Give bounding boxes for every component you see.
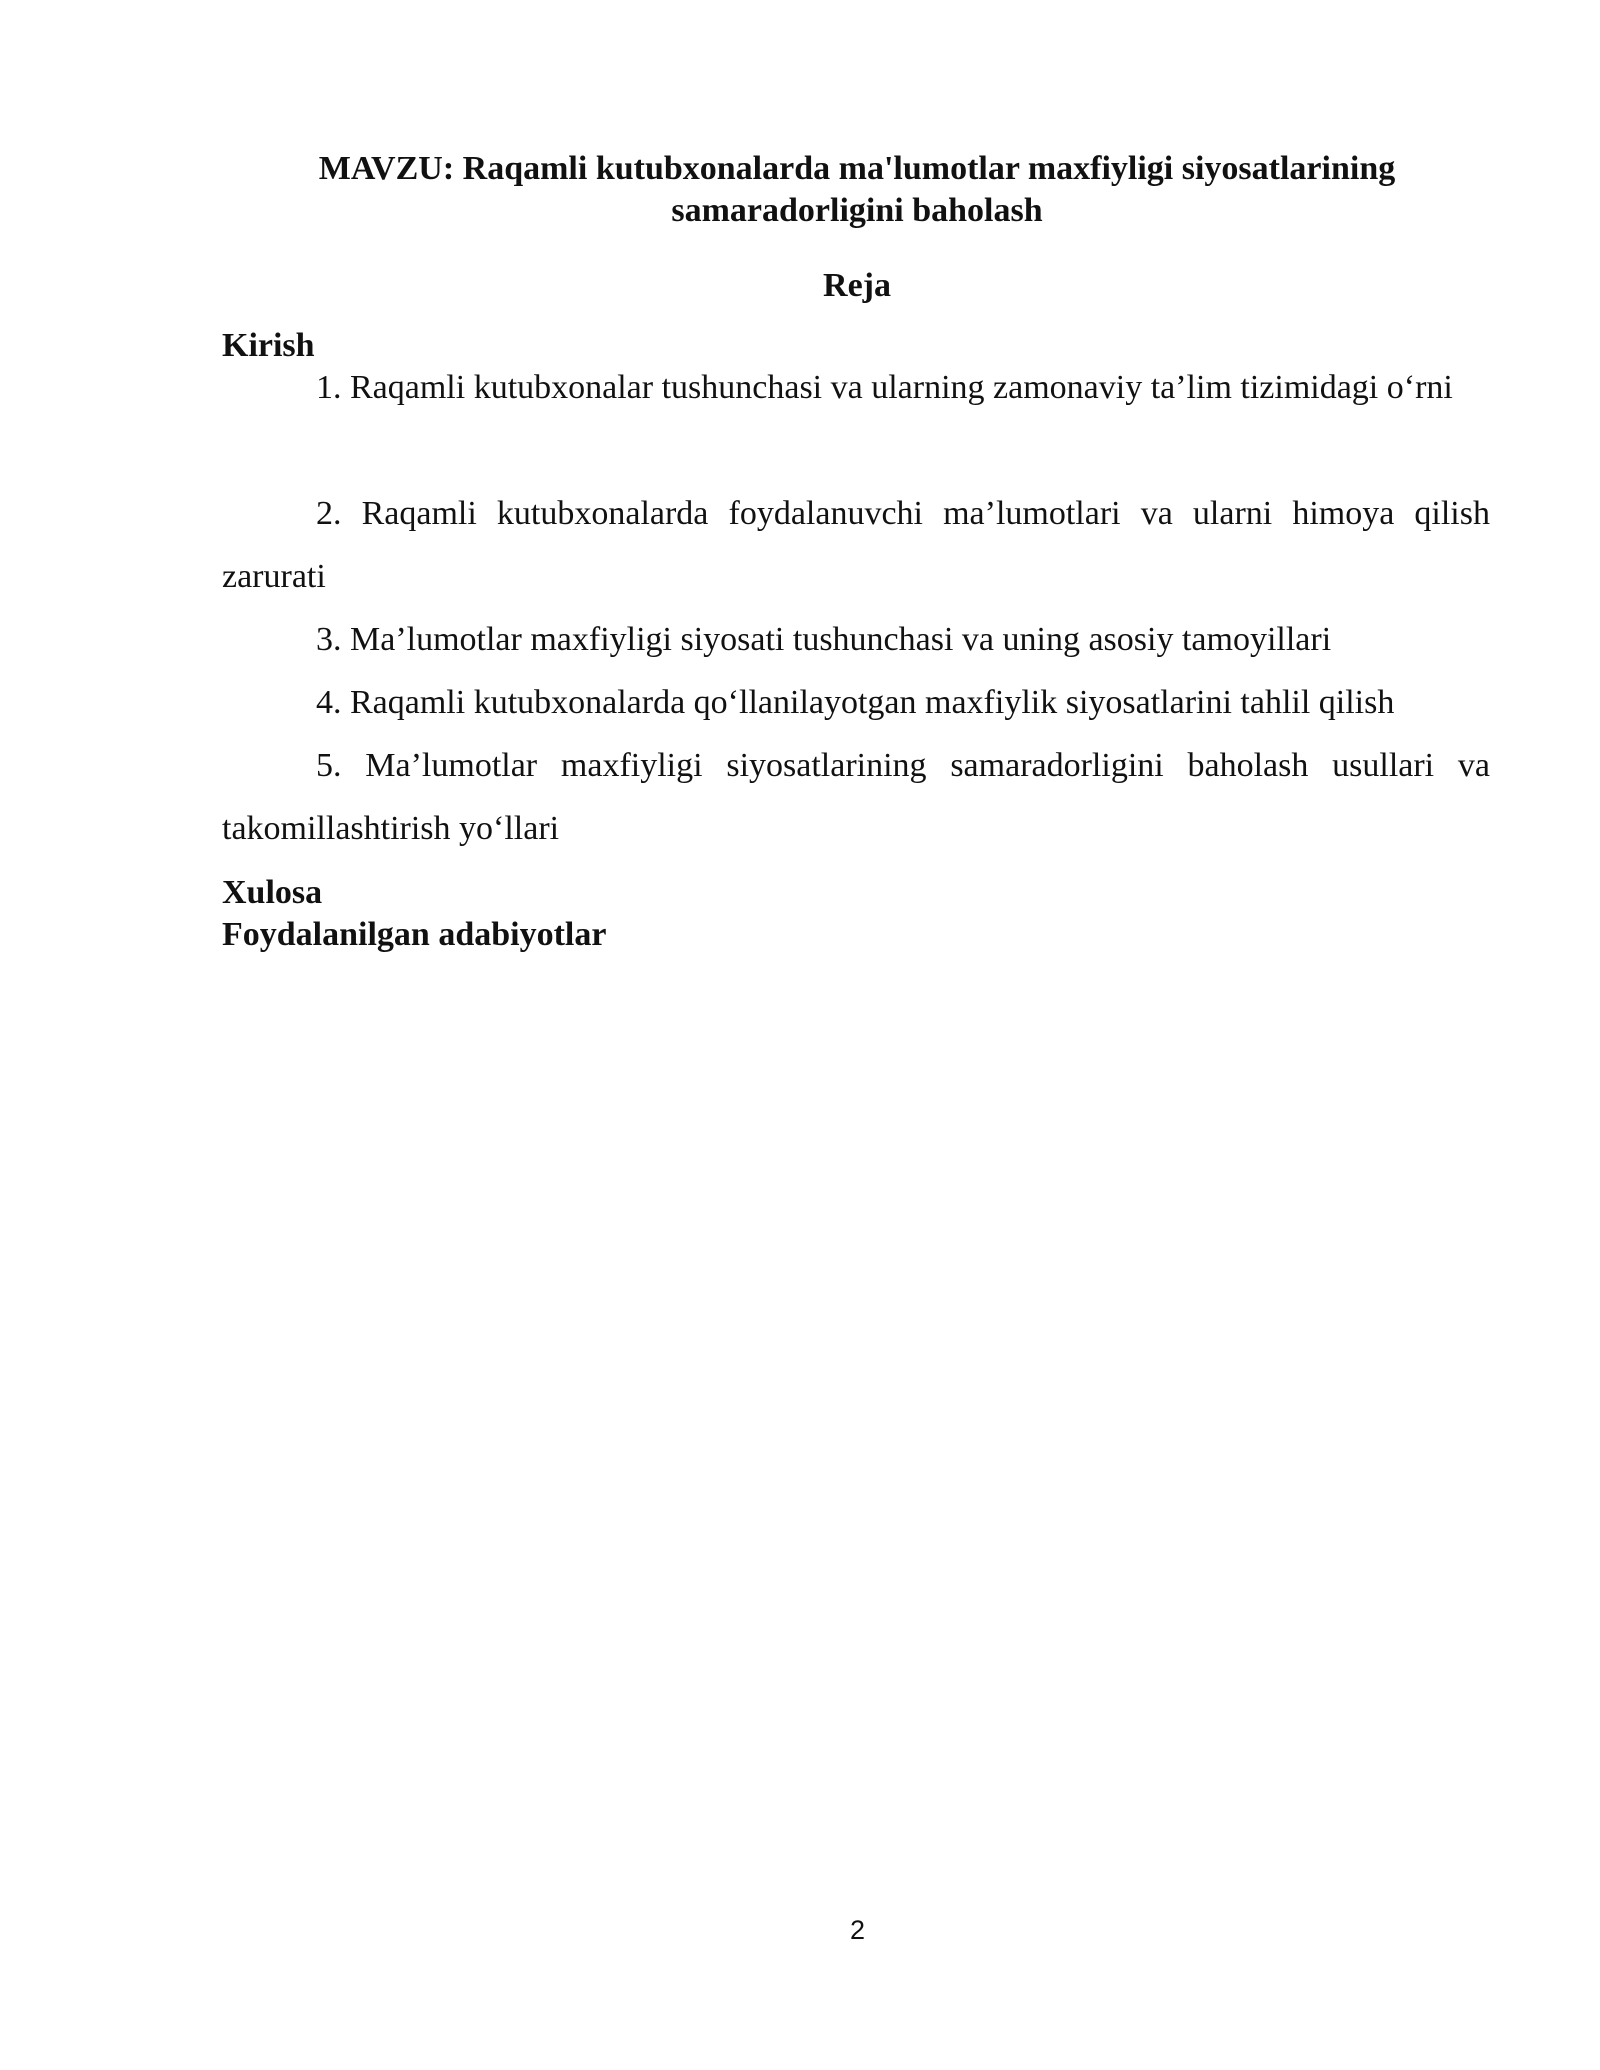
plan-heading: Reja bbox=[823, 267, 891, 304]
title-line-2: samaradorligini baholash bbox=[671, 192, 1043, 229]
page-number: 2 bbox=[849, 1915, 866, 1945]
references-heading: Foydalanilgan adabiyotlar bbox=[222, 916, 607, 953]
intro-heading: Kirish bbox=[222, 327, 315, 364]
plan-item-5: 5. Ma’lumotlar maxfiyligi siyosatlarining samaradorligini baholash usullari va takomillashtirish yo‘llari bbox=[222, 747, 1490, 847]
plan-item-4: 4. Raqamli kutubxonalarda qo‘llanilayotgan maxfiylik siyosatlarini tahlil qilish bbox=[316, 684, 1395, 721]
conclusion-heading: Xulosa bbox=[222, 874, 323, 911]
title-line-1: MAVZU: Raqamli kutubxonalarda ma'lumotlar maxfiyligi siyosatlarining bbox=[318, 150, 1396, 187]
document-title bbox=[222, 148, 1492, 232]
plan-item-3: 3. Ma’lumotlar maxfiyligi siyosati tushunchasi va uning asosiy tamoyillari bbox=[316, 621, 1332, 658]
plan-item-1: 1. Raqamli kutubxonalar tushunchasi va ularning zamonaviy ta’lim tizimidagi o‘rni bbox=[316, 369, 1453, 406]
plan-item-2: 2. Raqamli kutubxonalarda foydalanuvchi ma’lumotlari va ularni himoya qilish zarurati bbox=[222, 495, 1490, 595]
